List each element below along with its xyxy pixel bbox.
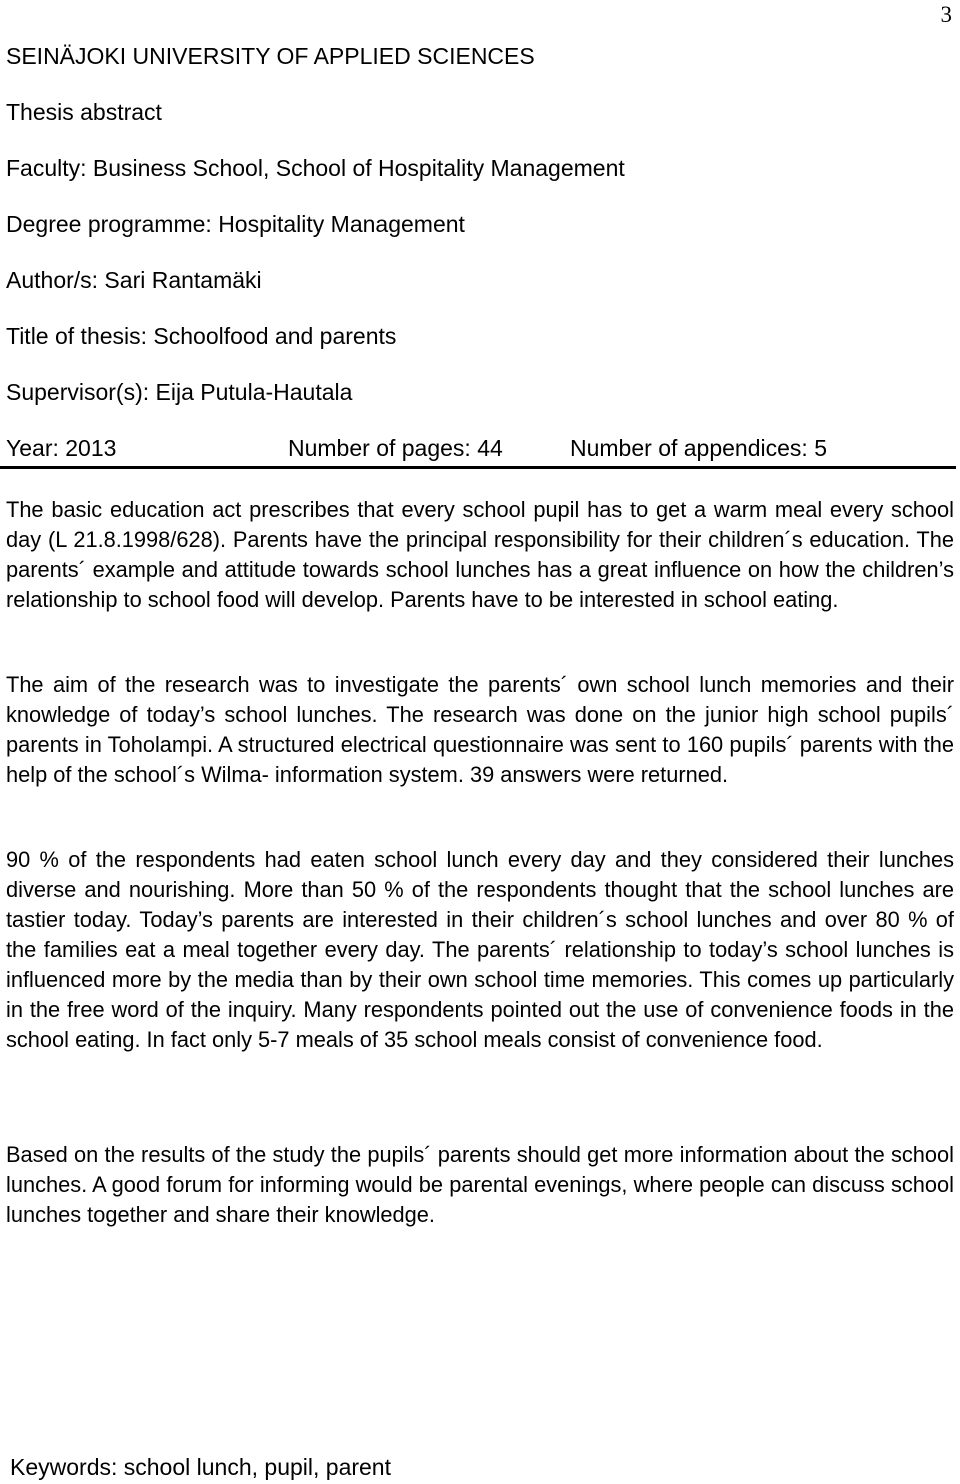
thesis-title-line: Title of thesis: Schoolfood and parents [6,323,397,349]
document-type: Thesis abstract [6,99,162,125]
pages-field: Number of pages: 44 [288,435,503,461]
thesis-stats-row [6,434,956,462]
abstract-paragraph-2: The aim of the research was to investigate the parents´ own school lunch memories and their knowledge of today’s school lunches. The research was done on the junior high school pupils´ parents in Toholampi. A structured electrical questionnaire was sent to 160 pupils´ parents with the help of the school´s Wilma- information system. 39 answers were returned. [6,672,954,787]
degree-programme-line: Degree programme: Hospitality Management [6,211,465,237]
abstract-paragraph-3: 90 % of the respondents had eaten school lunch every day and they considered their lunches diverse and nourishing. More than 50 % of the respondents thought that the school lunches are tastier today. Today’s parents are interested in their children´s school lunches and over 80 % of the families eat a meal together every day. The parents´ relationship to today’s school lunches is influenced more by the media than by their own school time memories. This comes up particularly in the free word of the inquiry. Many respondents pointed out the use of convenience foods in the school eating. In fact only 5-7 meals of 35 school meals consist of convenience food. [6,847,954,1052]
year-field: Year: 2013 [6,435,117,461]
faculty-line: Faculty: Business School, School of Hospitality Management [6,155,625,181]
supervisor-line: Supervisor(s): Eija Putula-Hautala [6,379,353,405]
author-line: Author/s: Sari Rantamäki [6,267,262,293]
page-number: 3 [940,2,952,27]
appendices-field: Number of appendices: 5 [570,435,827,461]
keywords-line: Keywords: school lunch, pupil, parent [10,1454,391,1480]
abstract-paragraph-4: Based on the results of the study the pupils´ parents should get more information about the school lunches. A good forum for informing would be parental evenings, where people can discuss school lunches together and share their knowledge. [6,1142,954,1227]
institution-name: SEINÄJOKI UNIVERSITY OF APPLIED SCIENCES [6,43,535,69]
header-divider [0,466,956,469]
abstract-paragraph-1: The basic education act prescribes that every school pupil has to get a warm meal every school day (L 21.8.1998/628). Parents have the principal responsibility for their children´s education. The parents´ example and attitude towards school lunches has a great influence on how the children’s relationship to school food will develop. Parents have to be interested in school eating. [6,497,954,612]
